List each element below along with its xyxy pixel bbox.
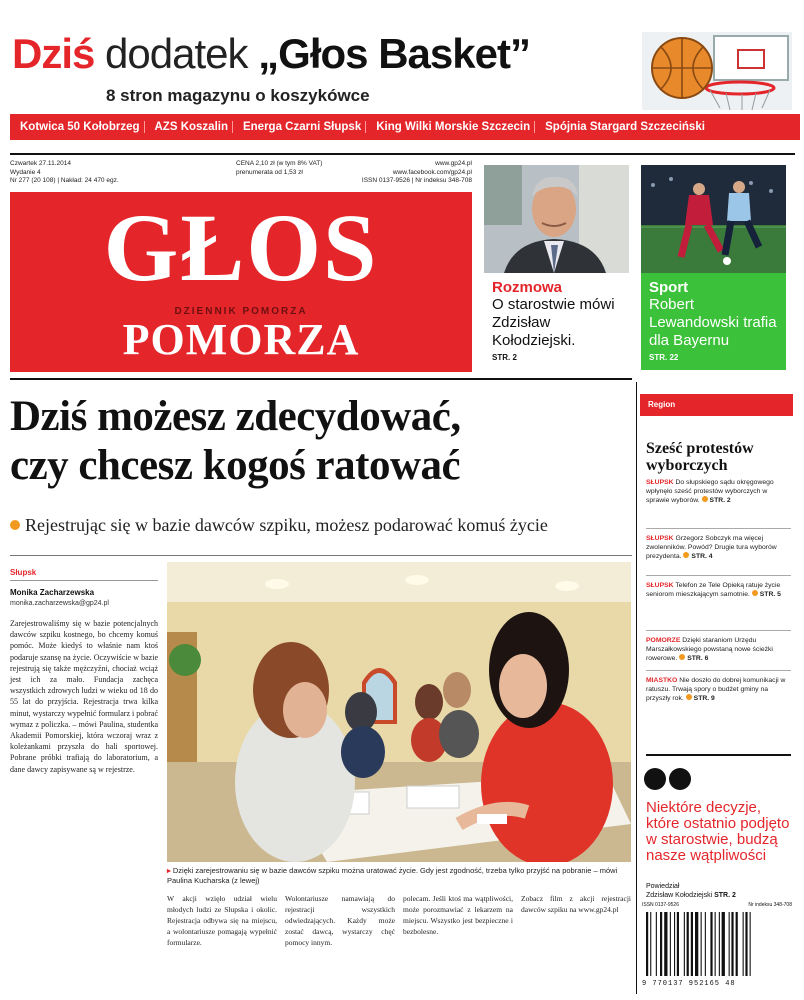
team-kotwica[interactable]: Kotwica 50 Kołobrzeg <box>16 121 145 133</box>
news-city: SŁUPSK <box>646 535 674 542</box>
teaser-tag: Rozmowa <box>492 279 563 296</box>
barcode-bar <box>750 912 751 976</box>
team-azs[interactable]: AZS Koszalin <box>151 121 233 133</box>
news-page: STR. 4 <box>691 553 713 560</box>
promo-headline <box>12 30 530 78</box>
issn-index: ISSN 0137-9526 | Nr indeksu 348-708 <box>361 177 472 184</box>
news-city: SŁUPSK <box>646 582 674 589</box>
author-email[interactable]: monika.zacharzewska@gp24.pl <box>10 600 109 607</box>
sidebar-title[interactable]: Sześć protestów wyborczych <box>646 440 754 474</box>
price-info <box>236 160 322 177</box>
divider <box>10 153 795 155</box>
divider <box>646 575 791 576</box>
portrait-photo <box>484 165 629 273</box>
news-city: SŁUPSK <box>646 479 674 486</box>
team-spojnia[interactable]: Spójnia Stargard Szczeciński <box>545 121 705 133</box>
barcode-bar <box>722 912 725 976</box>
barcode-bar <box>745 912 747 976</box>
issn-label: ISSN 0137-9526 <box>642 902 679 908</box>
news-text: Nie doszło do dobrej komunikacji w ratuszu. Trwają spory o budżet gminy na przyszły rok. <box>646 677 786 702</box>
website-link[interactable]: www.gp24.pl <box>435 160 472 167</box>
barcode-number: 9 770137 952165 48 <box>642 980 736 988</box>
barcode-bar <box>736 912 738 976</box>
divider <box>646 754 791 756</box>
teaser-interview[interactable] <box>484 165 629 370</box>
news-text: Telefon ze Tele Opieką ratuje życie seniorom mieszkającym samotnie. <box>646 582 781 598</box>
basket-promo-banner[interactable] <box>10 28 800 148</box>
article-photo <box>167 562 631 862</box>
bullet-dot-icon <box>686 694 692 700</box>
barcode-bar <box>743 912 744 976</box>
news-city: MIASTKO <box>646 677 678 684</box>
article-column: Zobacz film z akcji rejestracji dawców szpiku na www.gp24.pl <box>521 894 631 914</box>
price: CENA 2,10 zł (w tym 8% VAT) <box>236 160 323 167</box>
pull-quote: Niektóre decyzje, które ostatnio podjęto w starostwie, budzą nasze wątpliwości <box>646 799 790 864</box>
article-column: Wolontariusze namawiają do rejestracji wszystkich odwiedzających. Każdy może zostać dawcą, wystarczy chęć pomocy innym. <box>285 894 395 947</box>
barcode-bar <box>684 912 685 976</box>
logo-pomorza: POMORZA <box>122 315 360 364</box>
barcode-bar <box>715 912 716 976</box>
teaser-title: O starostwie mówi Zdzisław Kołodziejski. <box>492 296 615 349</box>
divider <box>646 630 791 631</box>
news-page: STR. 2 <box>709 497 731 504</box>
divider <box>646 528 791 529</box>
issue-info <box>10 160 119 186</box>
team-strip <box>10 114 800 140</box>
barcode-bar <box>664 912 667 976</box>
logo-glos: GŁOS <box>103 194 379 301</box>
news-item[interactable] <box>646 581 791 599</box>
lead-paragraph <box>10 515 630 536</box>
index-label: Nr indeksu 348-708 <box>748 902 792 908</box>
barcode-bar <box>719 912 720 976</box>
caption-text: Dzięki zarejestrowaniu się w bazie dawców szpiku można uratować życie. Gdy jest zgodność, trzeba tylko przyjść na pobranie – mówi Paulina Kucharska (z lewej) <box>167 866 618 885</box>
news-page: STR. 9 <box>693 695 715 702</box>
facebook-link[interactable]: www.facebook.com/gp24.pl <box>392 168 472 176</box>
barcode-box <box>640 902 795 990</box>
divider <box>10 378 632 380</box>
news-item[interactable] <box>646 676 791 703</box>
divider <box>646 670 791 671</box>
issue-edition: Wydanie 4 <box>10 168 41 176</box>
bullet-dot-icon <box>702 496 708 502</box>
barcode-bar <box>701 912 702 976</box>
quote-author: Zdzisław Kołodziejski <box>646 892 713 899</box>
article-column: W akcji wzięło udział wielu młodych ludzi ze Słupska i okolic. Rejestracja odbywa się na miejscu, a wolontariusze pomagają wypełnić formularze. <box>167 894 277 947</box>
barcode-icon <box>642 912 792 978</box>
teaser-sport[interactable] <box>641 165 786 370</box>
team-czarni[interactable]: Energa Czarni Słupsk <box>239 121 366 133</box>
news-item[interactable] <box>646 478 791 505</box>
masthead-logo[interactable] <box>10 192 472 372</box>
barcode-bar <box>677 912 679 976</box>
sidebar-divider <box>636 382 637 994</box>
article-kicker: Słupsk <box>10 568 37 577</box>
teaser-title: Robert Lewandowski trafia dla Bayernu <box>649 296 777 349</box>
photo-caption <box>167 866 631 886</box>
divider <box>10 580 158 581</box>
quote-attribution <box>646 882 791 900</box>
article-column: polecam. Jeśli ktoś ma wątpliwości, może porozmawiać z lekarzem na miejscu. Wszystko jest bezpieczne i bezbolesne. <box>403 894 513 936</box>
main-headline[interactable] <box>10 392 630 490</box>
barcode-bar <box>660 912 662 976</box>
bullet-dot-icon <box>683 552 689 558</box>
news-item[interactable] <box>646 534 791 561</box>
quote-mark-icon <box>644 766 704 792</box>
barcode-bar <box>695 912 698 976</box>
teaser-tag: Sport <box>649 279 689 296</box>
divider <box>10 555 632 556</box>
promo-dodatek: dodatek <box>105 30 248 77</box>
barcode-bar <box>646 912 648 976</box>
teaser-page: STR. 22 <box>649 353 679 362</box>
quote-label: Powiedział <box>646 883 680 890</box>
issue-date: Czwartek 27.11.2014 <box>10 160 71 167</box>
region-label: Region <box>640 394 793 416</box>
region-sidebar <box>640 382 795 992</box>
news-page: STR. 6 <box>687 655 709 662</box>
news-item[interactable] <box>646 636 791 663</box>
issue-number: Nr 277 (20 108) | Nakład: 24 470 egz. <box>10 177 119 184</box>
barcode-bar <box>674 912 675 976</box>
article-body-column: Zarejestrowaliśmy się w bazie potencjalnych dawców szpiku kostnego, bo chcemy komuś pomóc. Może kiedyś to właśnie nam ktoś podaruje szansę na życie. Oczywiście w bazie rejestrują się także mężczyźni, chociaż wciąż jest ich za mało. Fundacja zachęca wszystkich zdrowych ludzi w wieku od 18 do 55 lat do przyjścia. Rejestracja trwa kilka minut, wystarczy wypełnić formularz i pobrać wymaz z policzka. – mówi Paulina, studentka Akademii Pomorskiej, która wczoraj wraz z koleżankami przyszła do hali sportowej. Pobrane próbki trafiają do laboratorium, a dane dawcy zapisywane są w rejestrze. <box>10 619 158 774</box>
barcode-bar <box>670 912 671 976</box>
news-text: Do słupskiego sądu okręgowego wpłynęło sześć protestów wyborczych w sprawie wyborów. <box>646 479 774 504</box>
barcode-bar <box>710 912 712 976</box>
barcode-bar <box>656 912 657 976</box>
barcode-bar <box>729 912 730 976</box>
barcode-bar <box>687 912 689 976</box>
logo-subtitle: DZIENNIK POMORZA <box>174 306 308 317</box>
subscription-price: prenumerata od 1,53 zł <box>236 168 303 176</box>
barcode-bar <box>705 912 706 976</box>
promo-subtitle: 8 stron magazynu o koszykówce <box>106 86 370 105</box>
headline-line: czy chcesz kogoś ratować <box>10 442 461 489</box>
promo-dzis: Dziś <box>12 30 95 77</box>
caption-arrow-icon: ▸ <box>167 866 171 875</box>
barcode-header <box>642 902 792 908</box>
football-photo <box>641 165 786 273</box>
news-text: Dzięki staraniom Urzędu Marszałkowskiego powstaną nowe ścieżki rowerowe. <box>646 637 773 662</box>
headline-line: Dziś możesz zdecydować, <box>10 393 461 440</box>
barcode-bar <box>691 912 693 976</box>
lead-text: Rejestrując się w bazie dawców szpiku, możesz podarować komuś życie <box>25 515 548 535</box>
web-info <box>348 160 472 186</box>
bullet-dot-icon <box>679 654 685 660</box>
team-king-wilki[interactable]: King Wilki Morskie Szczecin <box>372 121 535 133</box>
bullet-dot-icon <box>752 590 758 596</box>
news-page: STR. 5 <box>759 591 781 598</box>
article-author: Monika Zacharzewska <box>10 588 95 597</box>
promo-title: „Głos Basket” <box>258 30 530 77</box>
news-text: Grzegorz Sobczyk ma więcej zwolenników. Powód? Drugie tura wyborów prezydenta. <box>646 535 777 560</box>
quote-page: STR. 2 <box>714 892 736 899</box>
article-columns <box>167 893 631 948</box>
bullet-dot-icon <box>10 520 20 530</box>
barcode-bar <box>731 912 733 976</box>
news-city: POMORZE <box>646 637 681 644</box>
teaser-page: STR. 2 <box>492 353 517 362</box>
basketball-hoop-illustration <box>642 32 792 110</box>
barcode-bar <box>650 912 651 976</box>
